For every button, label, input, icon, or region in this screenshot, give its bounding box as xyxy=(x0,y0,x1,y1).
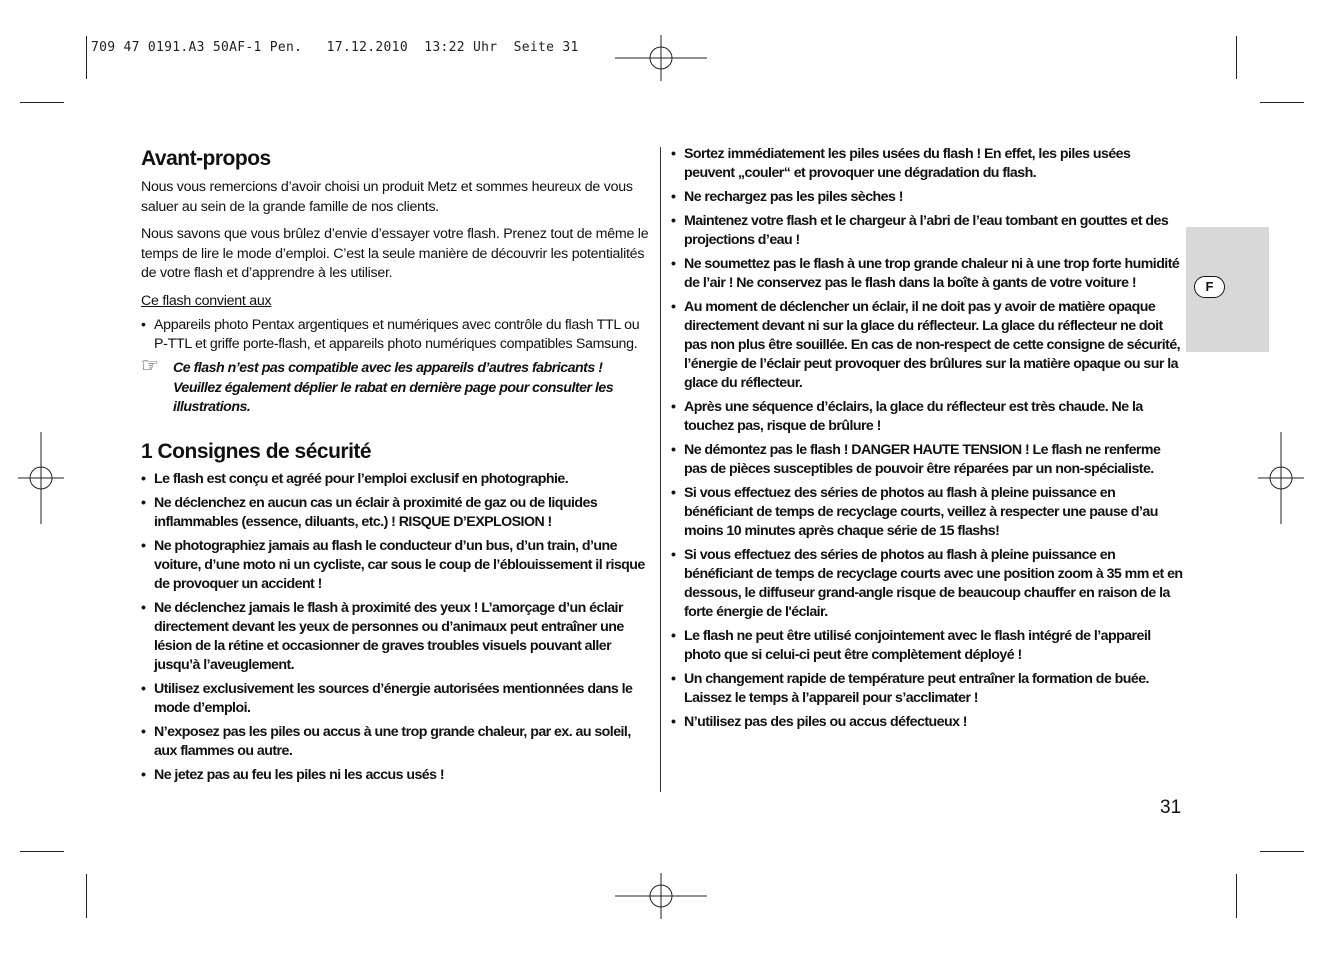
crop-mark xyxy=(1260,102,1304,103)
intro-paragraph: Nous savons que vous brûlez d’envie d’essayer votre flash. Prenez tout de même le temps de lire le mode d’emploi. C’est la seule manière de découvrir les potentialités de votre flash et d’apprendre à les utiliser. xyxy=(141,226,649,281)
crop-mark xyxy=(86,36,87,79)
compatibility-note xyxy=(141,355,651,418)
list-item: • Le flash ne peut être utilisé conjointement avec le flash intégré de l’appareil photo que si celui-ci peut être complètement déployé ! xyxy=(671,627,1183,665)
list-item: • Si vous effectuez des séries de photos au flash à pleine puissance en bénéficiant de temps de recyclage courts avec une position zoom à 35 mm et en dessous, le diffuseur grand-angle risque de beaucoup chauffer en raison de la forte énergie de l'éclair. xyxy=(671,546,1183,622)
list-item: • Après une séquence d’éclairs, la glace du réflecteur est très chaude. Ne la touchez pas, risque de brûlure ! xyxy=(671,398,1183,436)
list-item: • Appareils photo Pentax argentiques et numériques avec contrôle du flash TTL ou P-TTL et griffe porte-flash, et appareils photo numériques compatibles Samsung. xyxy=(141,316,651,354)
list-item: • Ne déclenchez en aucun cas un éclair à proximité de gaz ou de liquides inflammables (essence, diluants, etc.) ! RISQUE D’EXPLOSION ! xyxy=(141,494,651,532)
crop-mark xyxy=(20,102,64,103)
list-item: • N’utilisez pas des piles ou accus défectueux ! xyxy=(671,713,1183,732)
safety-list-left xyxy=(141,470,651,785)
list-item: • Ne démontez pas le flash ! DANGER HAUTE TENSION ! Le flash ne renferme pas de pièces susceptibles de pouvoir être réparées par un non-spécialiste. xyxy=(671,441,1183,479)
registration-mark-icon xyxy=(1258,432,1304,524)
crop-mark xyxy=(1236,874,1237,918)
list-item: • Ne rechargez pas les piles sèches ! xyxy=(671,188,1183,207)
print-header: 709 47 0191.A3 50AF-1 Pen. 17.12.2010 13:22 Uhr Seite 31 xyxy=(91,40,579,55)
list-item: • Ne jetez pas au feu les piles ni les accus usés ! xyxy=(141,766,651,785)
right-column xyxy=(671,145,1183,737)
list-item: • N’exposez pas les piles ou accus à une trop grande chaleur, par ex. au soleil, aux flammes ou autre. xyxy=(141,723,651,761)
page-number: 31 xyxy=(1160,797,1182,818)
list-item: • Utilisez exclusivement les sources d’énergie autorisées mentionnées dans le mode d’emploi. xyxy=(141,680,651,718)
list-item: • Au moment de déclencher un éclair, il ne doit pas y avoir de matière opaque directement devant ni sur la glace du réflecteur. La glace du réflecteur ne doit pas non plus être souillée. En cas de non-respect de cette consigne de sécurité, l’énergie de l’éclair peut provoquer des brûlures sur la matière opaque ou sur la glace du réflecteur. xyxy=(671,298,1183,393)
list-item: • Le flash est conçu et agréé pour l’emploi exclusif en photographie. xyxy=(141,470,651,489)
registration-mark-icon xyxy=(18,432,64,524)
crop-mark xyxy=(1236,36,1237,79)
list-item: • Si vous effectuez des séries de photos au flash à pleine puissance en bénéficiant de temps de recyclage courts, veillez à respecter une pause d’au moins 10 minutes après chaque série de 15 flashs! xyxy=(671,484,1183,541)
crop-mark xyxy=(1260,851,1304,852)
avant-propos-heading: Avant-propos xyxy=(141,147,271,170)
safety-heading: 1 Consignes de sécurité xyxy=(141,439,372,463)
left-column xyxy=(141,145,651,790)
note-text: Ce flash n’est pas compatible avec les appareils d’autres fabricants ! Veuillez également déplier le rabat en dernière page pour consulter les illustrations. xyxy=(173,360,614,415)
pointing-hand-icon: ☞ xyxy=(141,355,159,377)
registration-mark-icon xyxy=(615,873,707,919)
registration-mark-icon xyxy=(615,35,707,81)
list-item: • Ne soumettez pas le flash à une trop grande chaleur ni à une trop forte humidité de l’air ! Ne conservez pas le flash dans la boîte à gants de votre voiture ! xyxy=(671,255,1183,293)
crop-mark xyxy=(20,851,64,852)
compatibility-list xyxy=(141,316,651,354)
safety-list-right xyxy=(671,145,1183,732)
list-item: • Ne déclenchez jamais le flash à proximité des yeux ! L’amorçage d’un éclair directement devant les yeux de personnes ou d’animaux peut entraîner une lésion de la rétine et occasionner de graves troubles visuels pouvant aller jusqu’à l’aveuglement. xyxy=(141,599,651,675)
compatibility-subheading: Ce flash convient aux xyxy=(141,292,272,309)
intro-paragraph: Nous vous remercions d’avoir choisi un produit Metz et sommes heureux de vous saluer au sein de la grande famille de nos clients. xyxy=(141,179,633,215)
column-divider xyxy=(660,147,661,792)
language-tab-label: F xyxy=(1194,276,1225,298)
list-item: • Maintenez votre flash et le chargeur à l’abri de l’eau tombant en gouttes et des projections d’eau ! xyxy=(671,212,1183,250)
list-item: • Un changement rapide de température peut entraîner la formation de buée. Laissez le temps à l’appareil pour s’acclimater ! xyxy=(671,670,1183,708)
crop-mark xyxy=(86,874,87,918)
list-item: • Sortez immédiatement les piles usées du flash ! En effet, les piles usées peuvent „couler“ et provoquer une dégradation du flash. xyxy=(671,145,1183,183)
list-item: • Ne photographiez jamais au flash le conducteur d’un bus, d’un train, d’une voiture, d’une moto ni un cycliste, car sous le coup de l’éblouissement il risque de provoquer un accident ! xyxy=(141,537,651,594)
